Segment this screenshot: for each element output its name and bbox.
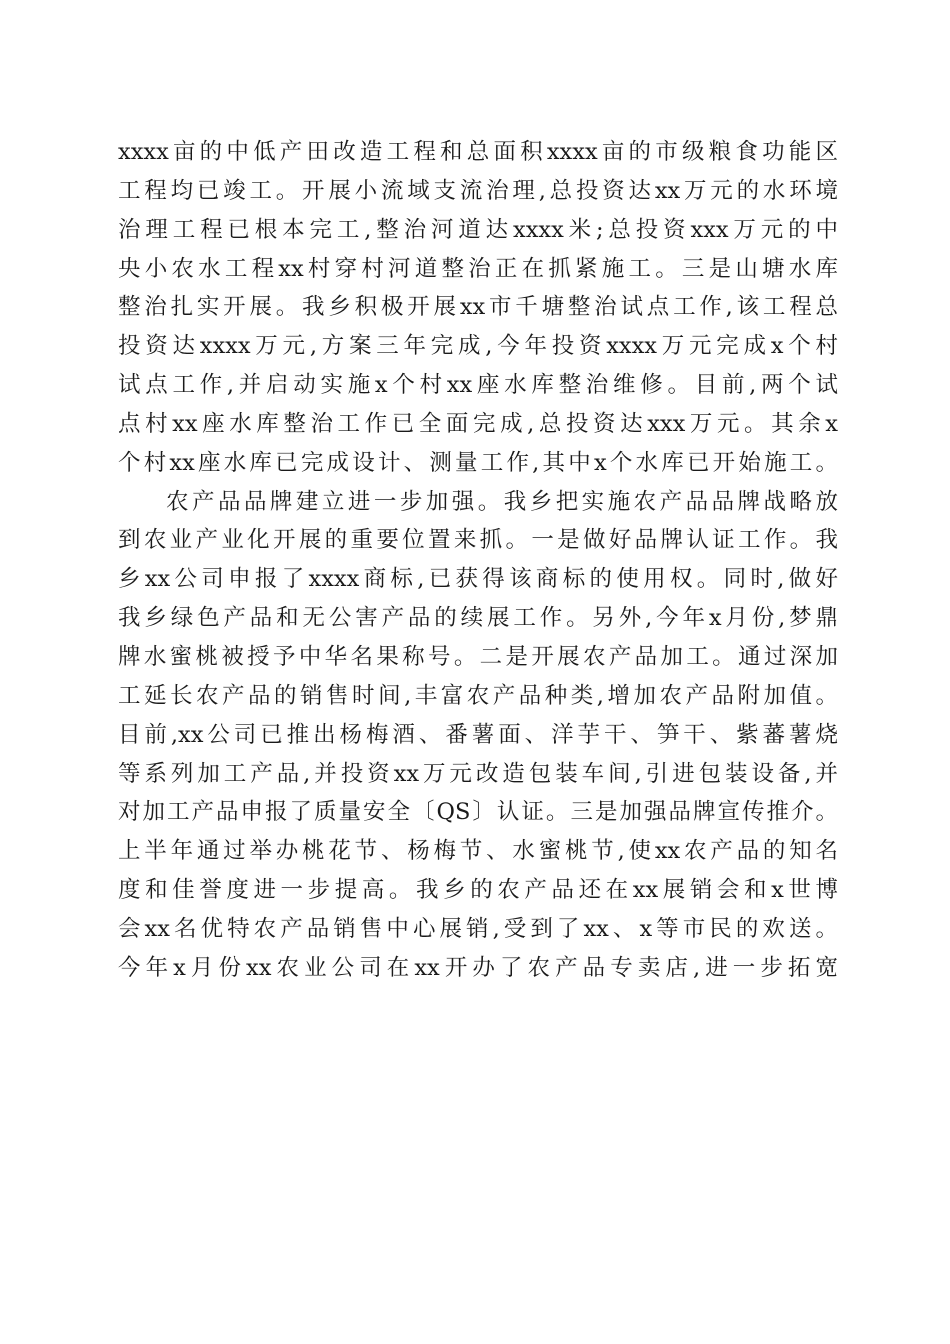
text-line: 对加工产品申报了质量安全〔QS〕认证。三是加强品牌宣传推介。 — [118, 799, 838, 826]
text-line: 整治扎实开展。我乡积极开展xx市千塘整治试点工作,该工程总 — [118, 294, 838, 321]
paragraph-brand-building — [118, 483, 838, 988]
text-line: 牌水蜜桃被授予中华名果称号。二是开展农产品加工。通过深加 — [118, 643, 838, 670]
text-line: 治理工程已根本完工,整治河道达xxxx米;总投资xxx万元的中 — [118, 216, 838, 243]
text-line: 农产品品牌建立进一步加强。我乡把实施农产品品牌战略放 — [166, 488, 838, 515]
document-body — [118, 133, 838, 988]
text-line: 乡xx公司申报了xxxx商标,已获得该商标的使用权。同时,做好 — [118, 566, 838, 593]
paragraph-water-projects — [118, 133, 838, 483]
text-line: 点村xx座水库整治工作已全面完成,总投资达xxx万元。其余x — [118, 410, 838, 437]
text-line: xxxx亩的中低产田改造工程和总面积xxxx亩的市级粮食功能区 — [118, 139, 838, 165]
text-line: 会xx名优特农产品销售中心展销,受到了xx、x等市民的欢送。 — [118, 915, 838, 942]
text-line: 试点工作,并启动实施x个村xx座水库整治维修。目前,两个试 — [118, 372, 838, 399]
text-line: 工延长农产品的销售时间,丰富农产品种类,增加农产品附加值。 — [118, 682, 838, 709]
text-line: 我乡绿色产品和无公害产品的续展工作。另外,今年x月份,梦鼎 — [118, 605, 838, 632]
text-line: 度和佳誉度进一步提高。我乡的农产品还在xx展销会和x世博 — [118, 877, 838, 904]
text-line: 个村xx座水库已完成设计、测量工作,其中x个水库已开始施工。 — [118, 449, 838, 476]
text-line: 等系列加工产品,并投资xx万元改造包装车间,引进包装设备,并 — [118, 760, 838, 787]
text-line: 到农业产业化开展的重要位置来抓。一是做好品牌认证工作。我 — [118, 527, 838, 554]
text-line: 今年x月份xx农业公司在xx开办了农产品专卖店,进一步拓宽 — [118, 954, 838, 981]
text-line: 上半年通过举办桃花节、杨梅节、水蜜桃节,使xx农产品的知名 — [118, 838, 838, 865]
text-line: 工程均已竣工。开展小流域支流治理,总投资达xx万元的水环境 — [118, 177, 838, 204]
text-line: 目前,xx公司已推出杨梅酒、番薯面、洋芋干、笋干、紫蕃薯烧 — [118, 721, 838, 748]
text-line: 投资达xxxx万元,方案三年完成,今年投资xxxx万元完成x个村 — [118, 333, 838, 360]
text-line: 央小农水工程xx村穿村河道整治正在抓紧施工。三是山塘水库 — [118, 255, 838, 282]
